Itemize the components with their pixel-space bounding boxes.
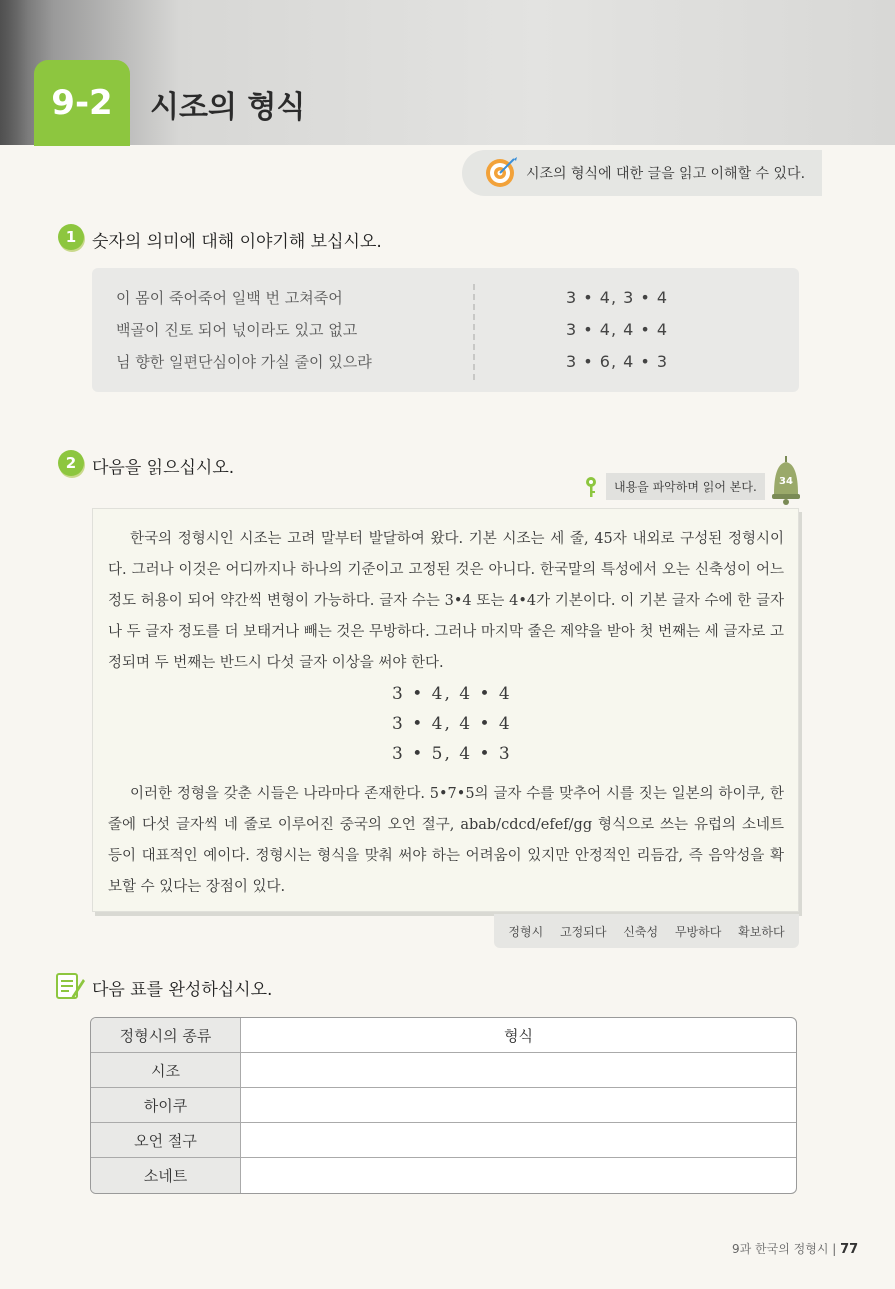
question-2-number: 2	[58, 450, 84, 476]
table-row	[91, 1088, 796, 1123]
sijo-form-line: 3 • 5, 4 • 3	[392, 744, 512, 764]
reading-paragraph-1: 한국의 정형시인 시조는 고려 말부터 발달하여 왔다. 기본 시조는 세 줄, 45자 내외로 구성된 정형시이다. 그러나 이것은 어디까지나 하나의 기준이고 고정된 것은 아니다. 한국말의 특성에서 오는 신축성이 어느 정도 허용이 되어 약간씩 변형이 가능하다. 글자 수는 3•4 또는 4•4가 기본이다. 이 기본 글자 수에 한 글자나 두 글자 정도를 더 보태거나 빼는 것은 무방하다. 그러나 마지막 줄은 제약을 받아 첫 번째는 세 글자로 고정되며 두 번째는 반드시 다섯 글자 이상을 써야 한다.	[108, 531, 784, 671]
learning-goal-text: 시조의 형식에 대한 글을 읽고 이해할 수 있다.	[526, 166, 806, 182]
question-1-text: 숫자의 의미에 대해 이야기해 보십시오.	[92, 232, 382, 252]
reading-paragraph-2: 이러한 정형을 갖춘 시들은 나라마다 존재한다. 5•7•5의 글자 수를 맞추어 시를 짓는 일본의 하이쿠, 한 줄에 다섯 글자씩 네 줄로 이루어진 중국의 오언 절구, abab/cdcd/efef/gg 형식으로 쓰는 유럽의 소네트 등이 대표적인 예이다. 정형시는 형식을 맞춰 써야 하는 어려움이 있지만 안정적인 리듬감, 즉 음악성을 확보할 수 있다는 장점이 있다.	[108, 786, 784, 895]
form-answer-cell[interactable]	[241, 1088, 796, 1123]
header-band	[0, 0, 895, 145]
pencil-note-icon	[54, 970, 86, 1002]
audio-track-number: 34	[779, 476, 793, 487]
table-row	[91, 1158, 796, 1193]
table-row	[91, 1053, 796, 1088]
vocab-word: 무방하다	[674, 924, 722, 939]
question-1-number: 1	[58, 224, 84, 250]
sijo-form-line: 3 • 4, 4 • 4	[392, 684, 512, 704]
vocab-word: 고정되다	[560, 924, 607, 939]
form-answer-cell[interactable]	[241, 1123, 796, 1158]
reading-tip	[584, 473, 765, 500]
poem-divider	[473, 284, 475, 380]
table-header-row	[91, 1018, 796, 1053]
poem-syllable-count: 3 • 4, 3 • 4	[566, 288, 669, 307]
poem-kind-cell: 하이쿠	[91, 1088, 241, 1123]
reading-tip-text: 내용을 파악하며 읽어 본다.	[606, 473, 765, 500]
poem-syllable-count: 3 • 6, 4 • 3	[566, 352, 669, 371]
table-header-kind: 정형시의 종류	[91, 1018, 241, 1053]
poem-line: 이 몸이 죽어죽어 일백 번 고쳐죽어	[116, 289, 343, 307]
poetry-form-table	[90, 1017, 797, 1194]
lesson-number-badge: 9-2	[34, 60, 130, 146]
poem-kind-cell: 소네트	[91, 1158, 241, 1193]
exercise-instruction: 다음 표를 완성하십시오.	[92, 980, 273, 1000]
target-icon	[484, 155, 518, 189]
poem-line: 님 향한 일편단심이야 가실 줄이 있으랴	[116, 353, 372, 371]
audio-track-icon[interactable]	[770, 456, 802, 506]
vocab-word: 신축성	[623, 924, 659, 939]
table-row	[91, 1123, 796, 1158]
form-answer-cell[interactable]	[241, 1053, 796, 1088]
poem-kind-cell: 시조	[91, 1053, 241, 1088]
key-icon	[584, 476, 598, 498]
poem-line: 백골이 진토 되어 넋이라도 있고 없고	[116, 321, 358, 339]
poem-syllable-count: 3 • 4, 4 • 4	[566, 320, 669, 339]
vocab-word: 확보하다	[738, 924, 785, 939]
lesson-title: 시조의 형식	[150, 90, 306, 125]
footer-separator: |	[832, 1242, 837, 1256]
footer-chapter: 9과 한국의 정형시	[732, 1242, 829, 1256]
poem-kind-cell: 오언 절구	[91, 1123, 241, 1158]
question-2-text: 다음을 읽으십시오.	[92, 458, 235, 478]
page-footer	[732, 1240, 858, 1257]
sijo-form-line: 3 • 4, 4 • 4	[392, 714, 512, 734]
vocabulary-bar	[494, 914, 799, 948]
vocab-word: 정형시	[508, 924, 544, 939]
table-header-form: 형식	[241, 1018, 796, 1053]
form-answer-cell[interactable]	[241, 1158, 796, 1193]
page-number: 77	[840, 1242, 859, 1257]
